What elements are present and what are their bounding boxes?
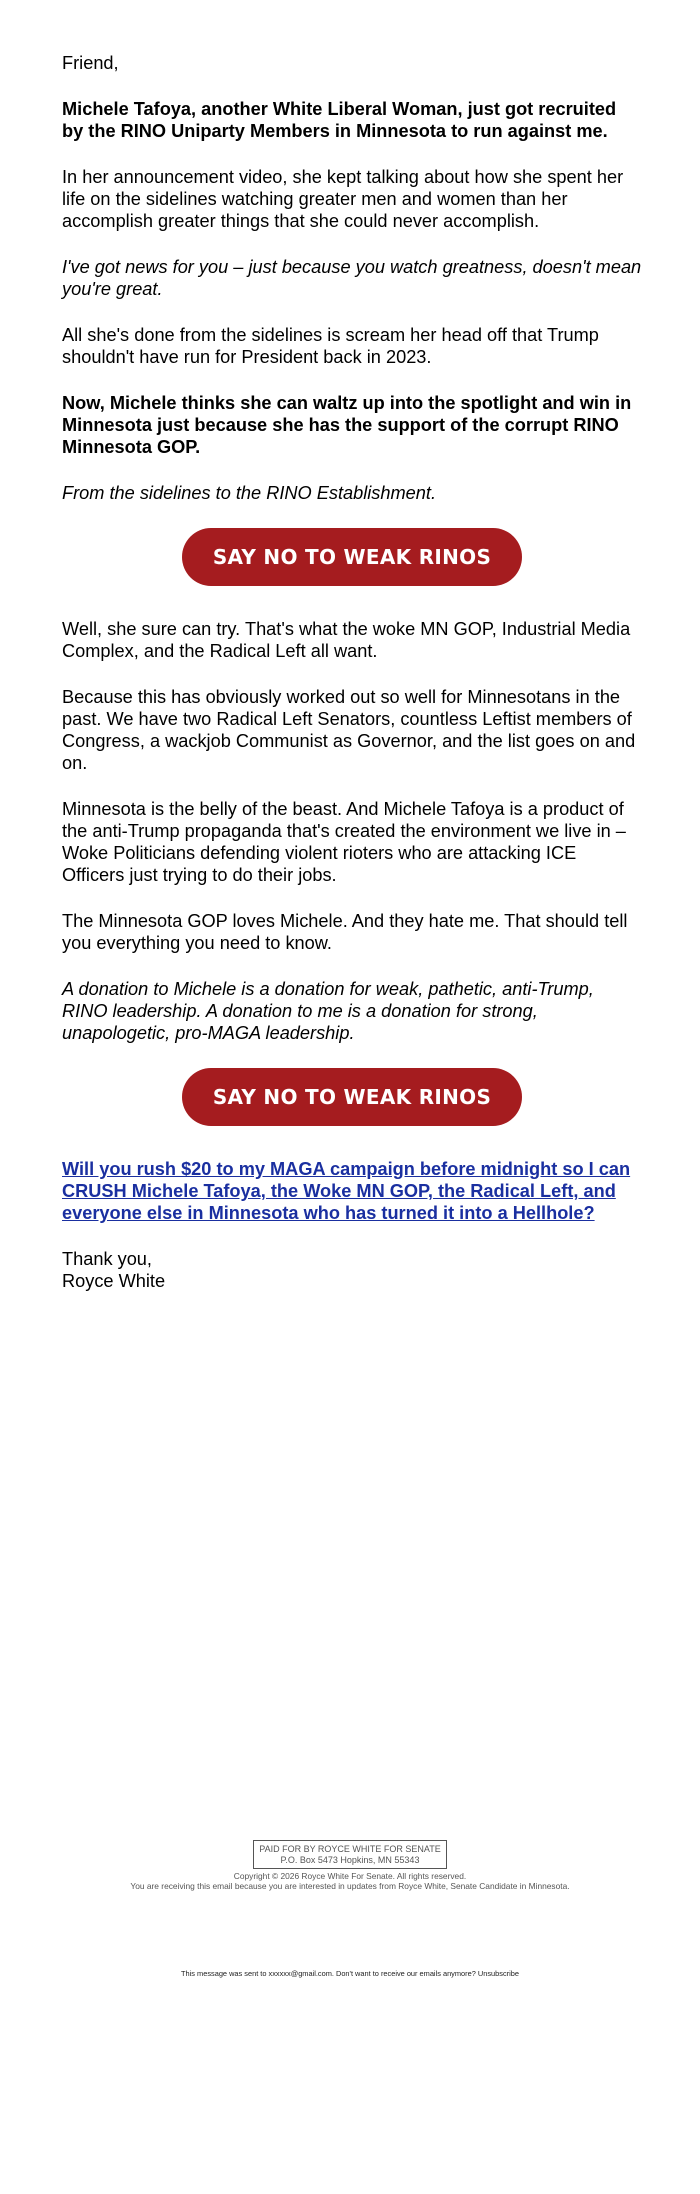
paragraph-11: A donation to Michele is a donation for weak, pathetic, anti-Trump, RINO leadership. A donation to me is a donation for strong, unapologetic, pro-MAGA leadership. bbox=[62, 979, 594, 1043]
paid-for-disclaimer bbox=[253, 1840, 447, 1869]
copyright-text: Copyright © 2026 Royce White For Senate. All rights reserved. bbox=[233, 1871, 467, 1881]
paid-line-1: PAID FOR BY ROYCE WHITE FOR SENATE bbox=[259, 1844, 441, 1854]
donate-ask-link[interactable]: Will you rush $20 to my MAGA campaign before midnight so I can CRUSH Michele Tafoya, the Woke MN GOP, the Radical Left, and everyone else in Minnesota who has turned it into a Hellhole? bbox=[62, 1159, 631, 1223]
paragraph-4: All she's done from the sidelines is scream her head off that Trump shouldn't have run for President back in 2023. bbox=[62, 325, 599, 367]
paragraph-7: Well, she sure can try. That's what the woke MN GOP, Industrial Media Complex, and the Radical Left all want. bbox=[62, 619, 631, 661]
closing: Thank you, bbox=[62, 1249, 152, 1269]
cta-container-2 bbox=[62, 1068, 642, 1126]
subscription-reason: You are receiving this email because you are interested in updates from Royce White, Senate Candidate in Minnesota. bbox=[130, 1881, 570, 1891]
paragraph-6: From the sidelines to the RINO Establishment. bbox=[62, 483, 437, 503]
paragraph-5: Now, Michele thinks she can waltz up into the spotlight and win in Minnesota just because she has the support of the corrupt RINO Minnesota GOP. bbox=[62, 393, 632, 457]
paragraph-8: Because this has obviously worked out so well for Minnesotans in the past. We have two Radical Left Senators, countless Leftist members of Congress, a wackjob Communist as Governor, and the list goes on and on. bbox=[62, 687, 636, 773]
donate-button-2[interactable]: SAY NO TO WEAK RINOS bbox=[182, 1068, 522, 1126]
cta-container-1 bbox=[62, 528, 642, 586]
paragraph-9: Minnesota is the belly of the beast. And Michele Tafoya is a product of the anti-Trump propaganda that's created the environment we live in – Woke Politicians defending violent rioters who are attacking ICE Officers just trying to do their jobs. bbox=[62, 799, 626, 885]
email-body bbox=[62, 52, 642, 1316]
paragraph-10: The Minnesota GOP loves Michele. And they hate me. That should tell you everything you need to know. bbox=[62, 911, 628, 953]
unsubscribe-line[interactable]: This message was sent to xxxxxx@gmail.com. Don't want to receive our emails anymore? Unsubscribe bbox=[181, 1969, 519, 1978]
signature: Royce White bbox=[62, 1271, 166, 1291]
greeting: Friend, bbox=[62, 53, 119, 73]
paragraph-1: Michele Tafoya, another White Liberal Woman, just got recruited by the RINO Uniparty Members in Minnesota to run against me. bbox=[62, 99, 617, 141]
paragraph-3: I've got news for you – just because you watch greatness, doesn't mean you're great. bbox=[62, 257, 642, 299]
email-footer bbox=[0, 1840, 700, 1891]
donate-button-1[interactable]: SAY NO TO WEAK RINOS bbox=[182, 528, 522, 586]
paid-line-2: P.O. Box 5473 Hopkins, MN 55343 bbox=[280, 1855, 420, 1865]
paragraph-2: In her announcement video, she kept talking about how she spent her life on the sidelines watching greater men and women than her accomplish greater things that she could never accomplish. bbox=[62, 167, 624, 231]
